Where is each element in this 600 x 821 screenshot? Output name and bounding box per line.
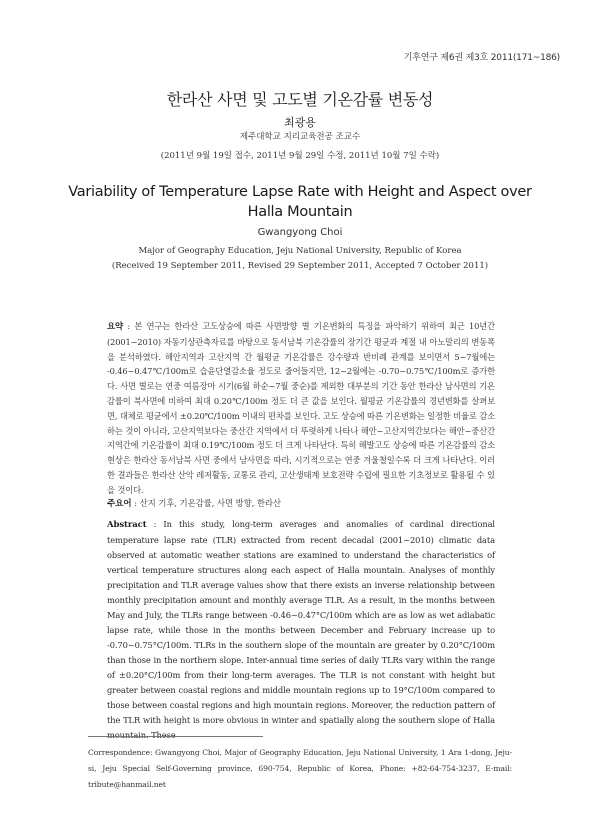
korean-keywords [107,497,495,509]
english-author: Gwangyong Choi [257,227,343,238]
korean-title: 한라산 사면 및 고도별 기온감률 변동성 [166,90,434,109]
english-affiliation: Major of Geography Education, Jeju National University, Republic of Korea [138,246,462,256]
korean-abstract-text: : 본 연구는 한라산 고도상승에 따른 사면방향 별 기온변화의 특징을 파악하기 위하여 최근 10년간(2001~2010) 자동기상관측자료를 바탕으로 동서남북 기온감률의 장기간 평균과 계절 내 아노말리의 변동폭을 분석하였다. 해안지역과 고산지역 간 월평균 기온감률은 강수량과 반비례 관계를 보이면서 5~7월에는 -0.46~0.47℃/100m로 습윤단열감소율 정도로 줄어들지만, 12~2월에는 -0.70~0.75℃/100m로 증가한다. 사면 별로는 연중 여름장마 시기(6월 하순~7월 중순)를 제외한 대부분의 기간 동안 한라산 남사면의 기온감률이 북사면에 비하여 최대 0.20℃/100m 정도 더 큰 값을 보인다. 월평균 기온감률의 경년변화를 살펴보면, 대체로 평균에서 ±0.20℃/100m 이내의 편차를 보인다. 고도 상승에 따른 기온변화는 일정한 비율로 감소하는 것이 아니라, 고산지역보다는 중산간 지역에서 더 뚜렷하게 나타나 해안~고산지역간보다는 해안~중산간 지역간에 기온감률이 최대 0.19℃/100m 정도 더 크게 나타난다. 특히 해발고도 상승에 따른 기온감률의 감소현상은 한라산 동서남북 사면 중에서 남사면을 따라, 시기적으로는 연중 겨울철일수록 더 크게 나타난다. 이러한 결과들은 한라산 산악 레저활동, 교통로 관리, 고산생태계 보호전략 수립에 필요한 기초정보로 활용될 수 있을 것이다. [107,321,495,495]
korean-affiliation: 제주대학교 지리교육전공 조교수 [239,132,361,142]
correspondence-footnote: Correspondence: Gwangyong Choi, Major of Geography Education, Jeju National University, 1 Ara 1-dong, Jeju-si, Jeju Special Self-Governing province, 690-754, Republic of Korea, Phone: +82-64-754-3237, E-mail: tribute@hanmail.net [88,748,512,789]
running-head: 기후연구 제6권 제3호 2011(171~186) [403,53,560,63]
english-abstract [107,517,495,743]
korean-keywords-text: : 산지 기후, 기온감률, 사면 방향, 한라산 [134,498,282,508]
english-abstract-text: : In this study, long-term averages and anomalies of cardinal directional temperature lapse rate (TLR) extracted from recent decadal (2001~2010) climatic data observed at automatic weather stations are examined to understand the characteristics of vertical temperature structures along each aspect of Halla mountain. Analyses of monthly precipitation and TLR average values show that there exists an inverse relationship between monthly precipitation amount and monthly average TLR. As a result, in the months between May and July, the TLRs range between -0.46~0.47°C/100m which are as low as wet adiabatic lapse rate, while those in the months between December and February increase up to -0.70~0.75°C/100m. TLRs in the southern slope of the mountain are greater by 0.20°C/100m than those in the northern slope. Inter-annual time series of daily TLRs vary within the range of ±0.20°C/100m from their long-term averages. The TLR is not constant with height but greater between coastal regions and middle mountain regions up to 19°C/100m compared to those between coastal regions and high mountain regions. Moreover, the reduction pattern of the TLR with height is more obvious in winter and spatially along the southern slope of Halla mountain. These [107,519,495,740]
english-title: Variability of Temperature Lapse Rate with Height and Aspect over Halla Mountain [68,184,532,220]
korean-abstract-label: 요약 [107,322,124,332]
footnote-divider [88,736,263,737]
english-abstract-label: Abstract [107,520,147,530]
korean-author: 최광용 [284,116,316,129]
korean-abstract [107,319,495,498]
english-dates: (Received 19 September 2011, Revised 29 September 2011, Accepted 7 October 2011) [111,261,489,271]
korean-dates: (2011년 9월 19일 접수, 2011년 9월 29일 수정, 2011년 10월 7일 수락) [160,151,440,161]
korean-keywords-label: 주요어 [107,499,132,509]
